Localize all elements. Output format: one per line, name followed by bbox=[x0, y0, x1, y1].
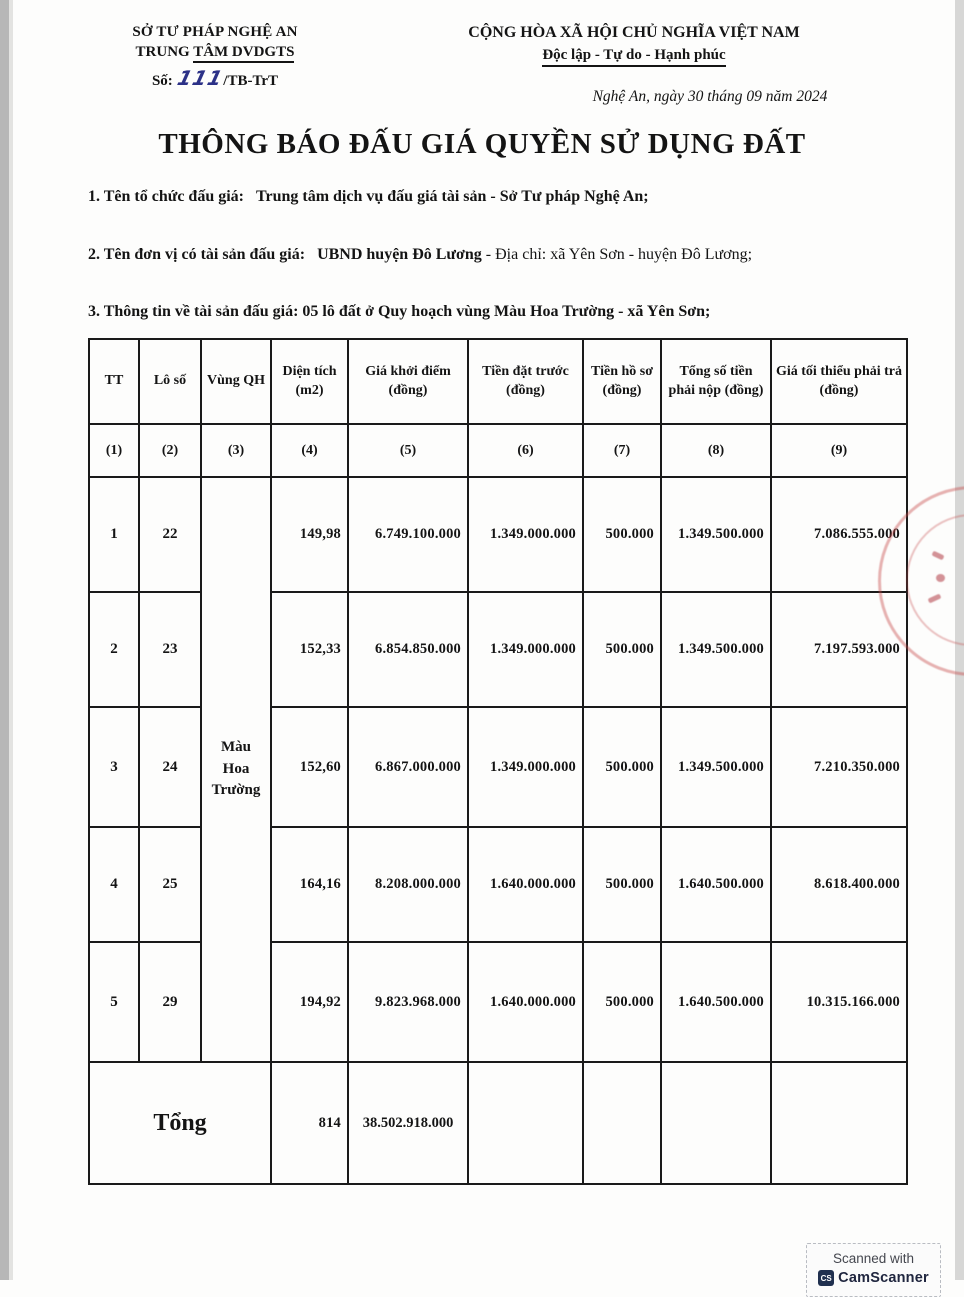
cell-area: 149,98 bbox=[271, 477, 348, 592]
col-header-tt: TT bbox=[89, 339, 139, 424]
cell-dossier-fee: 500.000 bbox=[583, 827, 661, 942]
document-number-label: Số: bbox=[151, 73, 173, 89]
col-header-lot-number: Lô số bbox=[139, 339, 201, 424]
cell-minimum-price: 10.315.166.000 bbox=[771, 942, 907, 1062]
cell-starting-price: 9.823.968.000 bbox=[348, 942, 468, 1062]
empty-cell bbox=[771, 1062, 907, 1184]
document-number bbox=[103, 66, 327, 90]
cell-deposit: 1.349.000.000 bbox=[468, 592, 583, 707]
cell-starting-price: 6.749.100.000 bbox=[348, 477, 468, 592]
document-number-handwritten: 111 bbox=[174, 66, 226, 90]
cell-tt: 2 bbox=[89, 592, 139, 707]
item-3-value: 05 lô đất ở Quy hoạch vùng Màu Hoa Trường - xã Yên Sơn; bbox=[302, 303, 711, 320]
cell-total-payable: 1.640.500.000 bbox=[661, 942, 771, 1062]
date-place-line: Nghệ An, ngày 30 tháng 09 năm 2024 bbox=[592, 88, 828, 105]
issuer-unit bbox=[103, 44, 327, 61]
col-index: (7) bbox=[583, 424, 661, 477]
national-motto-line2 bbox=[428, 47, 840, 64]
cell-deposit: 1.349.000.000 bbox=[468, 477, 583, 592]
national-header bbox=[428, 24, 840, 64]
table-total-row bbox=[89, 1062, 907, 1184]
camscanner-brand-text: CamScanner bbox=[838, 1270, 929, 1286]
col-index: (2) bbox=[139, 424, 201, 477]
cell-dossier-fee: 500.000 bbox=[583, 707, 661, 827]
cell-deposit: 1.640.000.000 bbox=[468, 942, 583, 1062]
cell-total-payable: 1.640.500.000 bbox=[661, 827, 771, 942]
col-index: (6) bbox=[468, 424, 583, 477]
issuer-name: SỞ TƯ PHÁP NGHỆ AN bbox=[132, 24, 298, 40]
item-1-value: Trung tâm dịch vụ đấu giá tài sản - Sở Tư pháp Nghệ An; bbox=[255, 188, 649, 205]
cell-lot: 23 bbox=[139, 592, 201, 707]
col-header-deposit: Tiền đặt trước (đồng) bbox=[468, 339, 583, 424]
col-header-starting-price: Giá khởi điểm (đồng) bbox=[348, 339, 468, 424]
cell-lot: 25 bbox=[139, 827, 201, 942]
item-1-label: 1. Tên tổ chức đấu giá: bbox=[88, 188, 244, 205]
cell-starting-price: 6.854.850.000 bbox=[348, 592, 468, 707]
cell-starting-price: 8.208.000.000 bbox=[348, 827, 468, 942]
cell-minimum-price: 7.210.350.000 bbox=[771, 707, 907, 827]
col-header-dossier-fee: Tiền hồ sơ (đồng) bbox=[583, 339, 661, 424]
cell-deposit: 1.349.000.000 bbox=[468, 707, 583, 827]
col-index: (4) bbox=[271, 424, 348, 477]
page-title: THÔNG BÁO ĐẤU GIÁ QUYỀN SỬ DỤNG ĐẤT bbox=[158, 128, 806, 160]
item-2-value-bold: UBND huyện Đô Lương bbox=[317, 246, 482, 263]
col-header-planning-zone: Vùng QH bbox=[201, 339, 271, 424]
col-index: (3) bbox=[201, 424, 271, 477]
table-index-row bbox=[89, 424, 907, 477]
issuer-unit-prefix: TRUNG bbox=[135, 44, 194, 60]
item-1 bbox=[88, 188, 912, 206]
national-motto-underlined: Độc lập - Tự do - Hạnh phúc bbox=[542, 47, 725, 67]
scan-edge-left bbox=[0, 0, 9, 1280]
stamp-mark bbox=[936, 574, 945, 582]
cell-area: 152,60 bbox=[271, 707, 348, 827]
cell-tt: 3 bbox=[89, 707, 139, 827]
total-label: Tổng bbox=[89, 1062, 271, 1184]
scan-edge-right bbox=[955, 0, 964, 1280]
stamp-mark bbox=[932, 551, 945, 561]
cell-tt: 1 bbox=[89, 477, 139, 592]
camscanner-watermark bbox=[806, 1243, 941, 1297]
cell-minimum-price: 7.086.555.000 bbox=[771, 477, 907, 592]
cell-dossier-fee: 500.000 bbox=[583, 942, 661, 1062]
cell-lot: 24 bbox=[139, 707, 201, 827]
cell-area: 152,33 bbox=[271, 592, 348, 707]
camscanner-logo-icon: CS bbox=[818, 1270, 834, 1286]
empty-cell bbox=[468, 1062, 583, 1184]
national-motto-line1: CỘNG HÒA XÃ HỘI CHỦ NGHĨA VIỆT NAM bbox=[468, 24, 800, 41]
cell-total-payable: 1.349.500.000 bbox=[661, 592, 771, 707]
col-index: (8) bbox=[661, 424, 771, 477]
col-header-total-payable: Tổng số tiền phải nộp (đồng) bbox=[661, 339, 771, 424]
item-2 bbox=[88, 246, 912, 264]
cell-lot: 22 bbox=[139, 477, 201, 592]
cell-total-payable: 1.349.500.000 bbox=[661, 477, 771, 592]
cell-area: 194,92 bbox=[271, 942, 348, 1062]
cell-starting-price: 6.867.000.000 bbox=[348, 707, 468, 827]
scan-edge-left-shade bbox=[9, 0, 13, 1280]
camscanner-scanned-with-text: Scanned with bbox=[832, 1251, 915, 1266]
item-2-label: 2. Tên đơn vị có tài sản đấu giá: bbox=[88, 246, 306, 263]
table-header-row bbox=[89, 339, 907, 424]
total-starting-price: 38.502.918.000 bbox=[348, 1062, 468, 1184]
cell-tt: 5 bbox=[89, 942, 139, 1062]
issuer-block bbox=[103, 24, 327, 90]
cell-tt: 4 bbox=[89, 827, 139, 942]
col-header-area: Diện tích (m2) bbox=[271, 339, 348, 424]
empty-cell bbox=[661, 1062, 771, 1184]
col-header-minimum-price: Giá tối thiểu phải trả (đồng) bbox=[771, 339, 907, 424]
total-area: 814 bbox=[271, 1062, 348, 1184]
cell-total-payable: 1.349.500.000 bbox=[661, 707, 771, 827]
item-3 bbox=[88, 303, 912, 321]
cell-planning-zone-merged: Màu Hoa Trường bbox=[201, 477, 271, 1062]
cell-lot: 29 bbox=[139, 942, 201, 1062]
col-index: (9) bbox=[771, 424, 907, 477]
table-row bbox=[89, 477, 907, 592]
stamp-mark bbox=[928, 593, 942, 603]
cell-dossier-fee: 500.000 bbox=[583, 592, 661, 707]
cell-minimum-price: 7.197.593.000 bbox=[771, 592, 907, 707]
item-3-label: 3. Thông tin về tài sản đấu giá: bbox=[88, 303, 299, 320]
col-index: (5) bbox=[348, 424, 468, 477]
document-number-suffix: /TB-TrT bbox=[223, 73, 279, 89]
issuer-unit-underlined: TÂM DVDGTS bbox=[193, 44, 294, 63]
cell-area: 164,16 bbox=[271, 827, 348, 942]
cell-minimum-price: 8.618.400.000 bbox=[771, 827, 907, 942]
col-index: (1) bbox=[89, 424, 139, 477]
cell-deposit: 1.640.000.000 bbox=[468, 827, 583, 942]
item-2-value-regular: - Địa chỉ: xã Yên Sơn - huyện Đô Lương; bbox=[481, 246, 753, 263]
cell-dossier-fee: 500.000 bbox=[583, 477, 661, 592]
auction-lots-table bbox=[88, 338, 908, 1185]
empty-cell bbox=[583, 1062, 661, 1184]
